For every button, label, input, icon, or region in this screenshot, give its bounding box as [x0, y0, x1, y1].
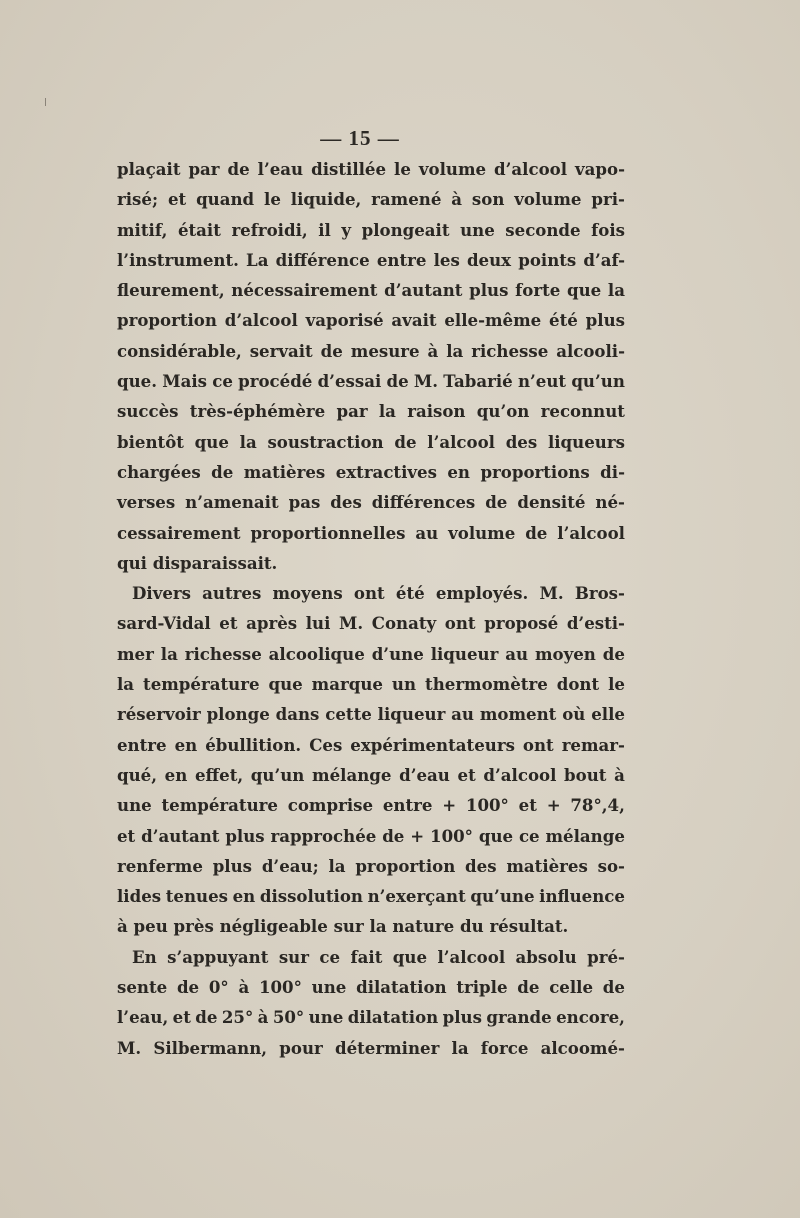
- text-line: proportion d’alcool vaporisé avait elle-même été plus: [117, 310, 625, 331]
- text-line: réservoir plonge dans cette liqueur au moment où elle: [117, 704, 625, 725]
- text-line: considérable, servait de mesure à la richesse alcooli-: [117, 340, 625, 361]
- page-number: — 15 —: [320, 126, 400, 150]
- text-line: chargées de matières extractives en proportions di-: [117, 461, 625, 482]
- text-line: sente de 0° à 100° une dilatation triple de celle de: [117, 977, 625, 998]
- body-text: [117, 154, 625, 1063]
- text-line: risé; et quand le liquide, ramené à son volume pri-: [117, 189, 625, 210]
- text-line: à peu près négligeable sur la nature du résultat.: [117, 916, 569, 937]
- text-line: renferme plus d’eau; la proportion des matières so-: [117, 855, 625, 876]
- text-line: fleurement, nécessairement d’autant plus forte que la: [117, 280, 625, 301]
- text-line: et d’autant plus rapprochée de + 100° que ce mélange: [117, 825, 625, 846]
- text-line: la température que marque un thermomètre dont le: [117, 674, 625, 695]
- text-line: l’eau, et de 25° à 50° une dilatation plus grande encore,: [117, 1007, 625, 1028]
- text-line: sard-Vidal et après lui M. Conaty ont proposé d’esti-: [117, 613, 625, 634]
- text-line: cessairement proportionnelles au volume de l’alcool: [117, 522, 625, 543]
- text-line: plaçait par de l’eau distillée le volume d’alcool vapo-: [117, 159, 625, 179]
- text-line: entre en ébullition. Ces expérimentateurs ont remar-: [117, 734, 625, 755]
- margin-mark: [45, 98, 46, 106]
- text-line: En s’appuyant sur ce fait que l’alcool absolu pré-: [132, 946, 625, 967]
- text-line: qué, en effet, qu’un mélange d’eau et d’alcool bout à: [117, 764, 625, 785]
- text-line: lides tenues en dissolution n’exerçant qu’une influence: [117, 886, 625, 907]
- text-line: une température comprise entre + 100° et + 78°,4,: [117, 795, 625, 816]
- text-line: bientôt que la soustraction de l’alcool des liqueurs: [117, 431, 625, 452]
- text-line: succès très-éphémère par la raison qu’on reconnut: [117, 401, 625, 422]
- text-line: verses n’amenait pas des différences de densité né-: [117, 492, 625, 513]
- text-line: l’instrument. La différence entre les deux points d’af-: [117, 249, 625, 270]
- text-line: mitif, était refroidi, il y plongeait une seconde fois: [117, 219, 625, 240]
- text-line: mer la richesse alcoolique d’une liqueur au moyen de: [117, 643, 625, 664]
- text-line: que. Mais ce procédé d’essai de M. Tabarié n’eut qu’un: [117, 371, 625, 392]
- text-line: Divers autres moyens ont été employés. M. Bros-: [132, 583, 625, 604]
- text-line: qui disparaissait.: [117, 552, 278, 573]
- text-line: M. Silbermann, pour déterminer la force alcoomé-: [117, 1037, 625, 1058]
